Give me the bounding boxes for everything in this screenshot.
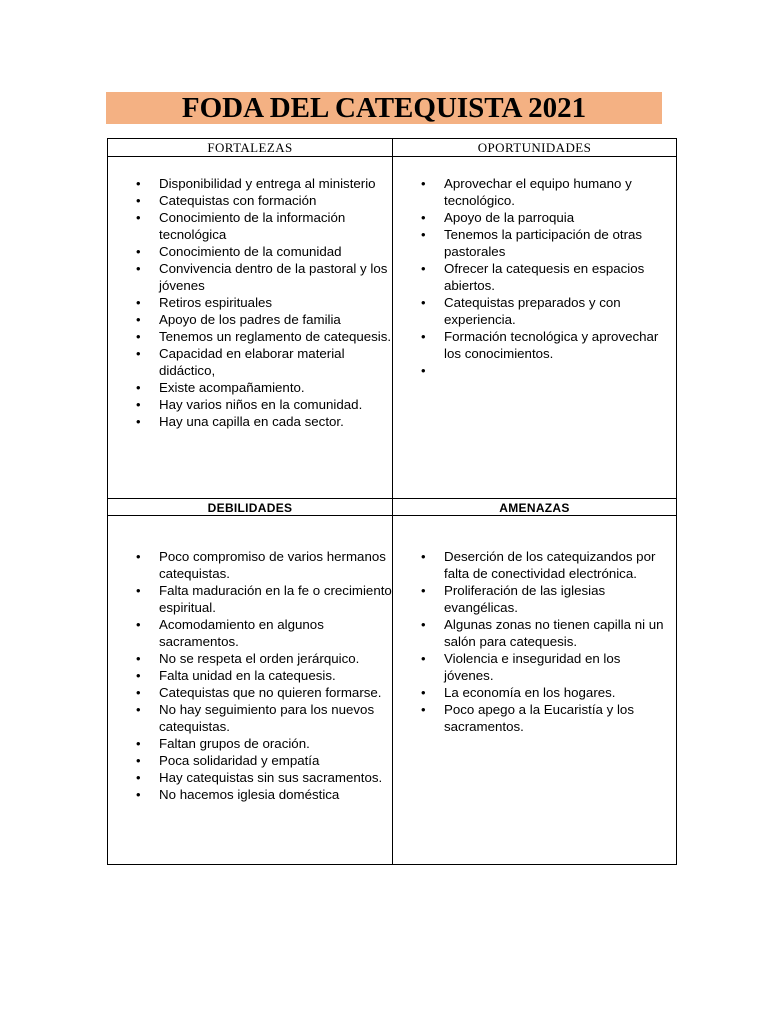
list-item: • Capacidad en elaborar material didáctico,: [108, 345, 392, 379]
list-item: • Violencia e inseguridad en los jóvenes.: [393, 650, 673, 684]
header-oportunidades: OPORTUNIDADES: [477, 139, 592, 155]
list-item: • Falta unidad en la catequesis.: [108, 667, 392, 684]
list-item: • Catequistas con formación: [108, 192, 392, 209]
list-item: • Conocimiento de la información tecnológica: [108, 209, 392, 243]
header-divider-top: [108, 156, 676, 157]
list-item: • La economía en los hogares.: [393, 684, 673, 701]
list-item: • Poco compromiso de varios hermanos catequistas.: [108, 548, 392, 582]
list-item: • Tenemos la participación de otras pastorales: [393, 226, 673, 260]
oportunidades-list: [393, 175, 673, 379]
header-fortalezas: FORTALEZAS: [207, 139, 293, 155]
list-item: • Hay catequistas sin sus sacramentos.: [108, 769, 392, 786]
fortalezas-list: [108, 175, 392, 430]
list-item: • Apoyo de los padres de familia: [108, 311, 392, 328]
list-item: • Hay una capilla en cada sector.: [108, 413, 392, 430]
list-item: • Disponibilidad y entrega al ministerio: [108, 175, 392, 192]
page-title: FODA DEL CATEQUISTA 2021: [181, 91, 587, 124]
list-item: • Aprovechar el equipo humano y tecnológico.: [393, 175, 673, 209]
list-item: • Catequistas que no quieren formarse.: [108, 684, 392, 701]
list-item: • Retiros espirituales: [108, 294, 392, 311]
list-item: • Poco apego a la Eucaristía y los sacramentos.: [393, 701, 673, 735]
list-item: • Poca solidaridad y empatía: [108, 752, 392, 769]
foda-table: [107, 138, 677, 865]
list-item: • Tenemos un reglamento de catequesis.: [108, 328, 392, 345]
debilidades-list: [108, 548, 392, 803]
list-item: • Falta maduración en la fe o crecimiento espiritual.: [108, 582, 392, 616]
list-item: • No hacemos iglesia doméstica: [108, 786, 392, 803]
list-item: • Deserción de los catequizandos por falta de conectividad electrónica.: [393, 548, 673, 582]
list-item: • Existe acompañamiento.: [108, 379, 392, 396]
list-item: • No se respeta el orden jerárquico.: [108, 650, 392, 667]
list-item: • No hay seguimiento para los nuevos catequistas.: [108, 701, 392, 735]
list-item: • Algunas zonas no tienen capilla ni un salón para catequesis.: [393, 616, 673, 650]
title-banner: [106, 92, 662, 124]
list-item: • Apoyo de la parroquia: [393, 209, 673, 226]
list-item: • Hay varios niños en la comunidad.: [108, 396, 392, 413]
amenazas-list: [393, 548, 673, 735]
list-item: • Formación tecnológica y aprovechar los conocimientos.: [393, 328, 673, 362]
list-item: • Proliferación de las iglesias evangélicas.: [393, 582, 673, 616]
header-debilidades: DEBILIDADES: [207, 500, 293, 515]
list-item: [393, 362, 673, 379]
list-item: • Acomodamiento en algunos sacramentos.: [108, 616, 392, 650]
header-amenazas: AMENAZAS: [499, 500, 570, 515]
list-item: • Catequistas preparados y con experiencia.: [393, 294, 673, 328]
list-item: • Convivencia dentro de la pastoral y los jóvenes: [108, 260, 392, 294]
list-item: • Faltan grupos de oración.: [108, 735, 392, 752]
list-item: • Ofrecer la catequesis en espacios abiertos.: [393, 260, 673, 294]
list-item: • Conocimiento de la comunidad: [108, 243, 392, 260]
